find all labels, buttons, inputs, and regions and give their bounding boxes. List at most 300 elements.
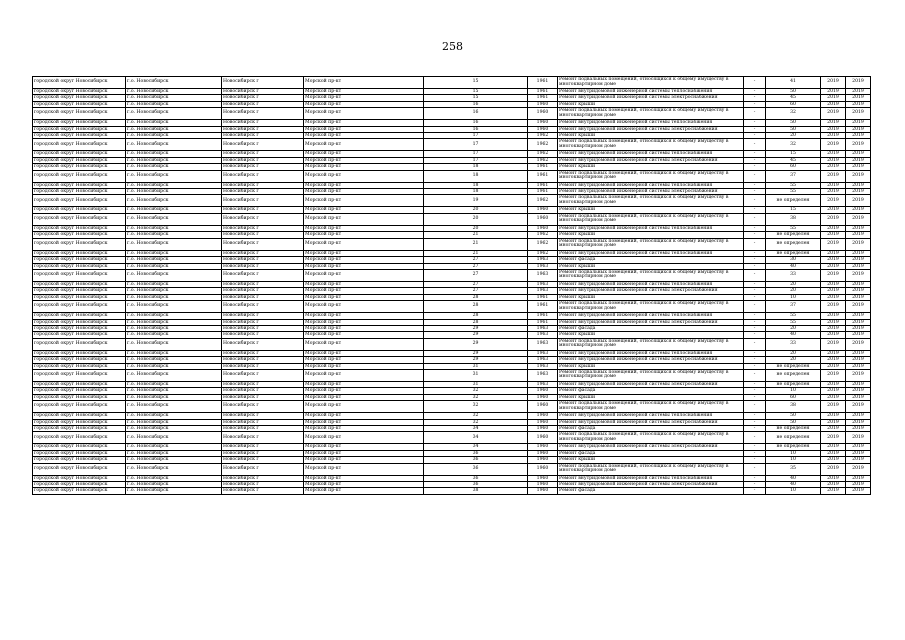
work-type-cell: Ремонт подвальных помещений, относящихся к общему имуществу в многоквартирном доме (558, 463, 744, 475)
plan-year-start-cell: 2019 (821, 95, 846, 101)
district-cell: городской округ Новосибирск (33, 357, 126, 363)
city-cell: Новосибирск г (222, 232, 304, 238)
value-cell: 20 (766, 325, 821, 331)
city-cell: Новосибирск г (222, 325, 304, 331)
table-row (33, 488, 871, 494)
settlement-cell: г.о. Новосибирск (126, 189, 222, 195)
work-type-cell: Ремонт внутридомовой инженерной системы теплоснабжения (558, 250, 744, 256)
city-cell: Новосибирск г (222, 126, 304, 132)
work-type-cell: Ремонт внутридомовой инженерной системы теплоснабжения (558, 413, 744, 419)
work-type-cell: Ремонт фасада (558, 257, 744, 263)
build-year-cell: 1963 (528, 338, 558, 350)
value-cell: 50 (766, 413, 821, 419)
work-type-cell: Ремонт подвальных помещений, относящихся к общему имуществу в многоквартирном доме (558, 77, 744, 89)
build-year-cell: 1963 (528, 281, 558, 287)
build-year-cell: 1962 (528, 157, 558, 163)
plan-year-start-cell: 2019 (821, 164, 846, 170)
dash-cell: - (744, 157, 766, 163)
dash-cell: - (744, 363, 766, 369)
district-cell: городской округ Новосибирск (33, 151, 126, 157)
dash-cell: - (744, 475, 766, 481)
street-cell: Морской пр-кт (304, 164, 424, 170)
plan-year-end-cell: 2019 (846, 294, 871, 300)
work-type-cell: Ремонт внутридомовой инженерной системы электроснабжения (558, 126, 744, 132)
city-cell: Новосибирск г (222, 157, 304, 163)
district-cell: городской округ Новосибирск (33, 381, 126, 387)
plan-year-start-cell: 2019 (821, 263, 846, 269)
house-number-cell: 18 (424, 164, 528, 170)
value-cell: 20 (766, 288, 821, 294)
dash-cell: - (744, 482, 766, 488)
value-cell: не определен (766, 432, 821, 444)
settlement-cell: г.о. Новосибирск (126, 207, 222, 213)
house-number-cell: 34 (424, 444, 528, 450)
build-year-cell: 1963 (528, 257, 558, 263)
house-number-cell: 29 (424, 332, 528, 338)
value-cell: 45 (766, 95, 821, 101)
value-cell: 20 (766, 281, 821, 287)
plan-year-end-cell: 2019 (846, 151, 871, 157)
value-cell: 32 (766, 108, 821, 120)
street-cell: Морской пр-кт (304, 170, 424, 182)
build-year-cell: 1961 (528, 89, 558, 95)
street-cell: Морской пр-кт (304, 225, 424, 231)
settlement-cell: г.о. Новосибирск (126, 338, 222, 350)
dash-cell: - (744, 120, 766, 126)
plan-year-start-cell: 2019 (821, 288, 846, 294)
dash-cell: - (744, 319, 766, 325)
plan-year-end-cell: 2019 (846, 450, 871, 456)
work-type-cell: Ремонт крыши (558, 457, 744, 463)
house-number-cell: 15 (424, 89, 528, 95)
plan-year-end-cell: 2019 (846, 101, 871, 107)
dash-cell: - (744, 450, 766, 456)
work-type-cell: Ремонт внутридомовой инженерной системы электроснабжения (558, 189, 744, 195)
value-cell: 15 (766, 207, 821, 213)
build-year-cell: 1960 (528, 457, 558, 463)
city-cell: Новосибирск г (222, 95, 304, 101)
plan-year-end-cell: 2019 (846, 488, 871, 494)
dash-cell: - (744, 189, 766, 195)
district-cell: городской округ Новосибирск (33, 281, 126, 287)
city-cell: Новосибирск г (222, 170, 304, 182)
settlement-cell: г.о. Новосибирск (126, 257, 222, 263)
table-row (33, 301, 871, 313)
plan-year-end-cell: 2019 (846, 77, 871, 89)
house-number-cell: 32 (424, 401, 528, 413)
table-row (33, 77, 871, 89)
district-cell: городской округ Новосибирск (33, 182, 126, 188)
city-cell: Новосибирск г (222, 369, 304, 381)
build-year-cell: 1963 (528, 325, 558, 331)
settlement-cell: г.о. Новосибирск (126, 157, 222, 163)
district-cell: городской округ Новосибирск (33, 338, 126, 350)
table-row (33, 213, 871, 225)
plan-year-start-cell: 2019 (821, 301, 846, 313)
house-number-cell: 27 (424, 263, 528, 269)
build-year-cell: 1960 (528, 426, 558, 432)
house-number-cell: 38 (424, 488, 528, 494)
settlement-cell: г.о. Новосибирск (126, 213, 222, 225)
street-cell: Морской пр-кт (304, 444, 424, 450)
work-type-cell: Ремонт внутридомовой инженерной системы электроснабжения (558, 419, 744, 425)
plan-year-end-cell: 2019 (846, 463, 871, 475)
plan-year-start-cell: 2019 (821, 350, 846, 356)
street-cell: Морской пр-кт (304, 319, 424, 325)
street-cell: Морской пр-кт (304, 301, 424, 313)
value-cell: 20 (766, 133, 821, 139)
dash-cell: - (744, 263, 766, 269)
plan-year-start-cell: 2019 (821, 450, 846, 456)
settlement-cell: г.о. Новосибирск (126, 232, 222, 238)
plan-year-end-cell: 2019 (846, 325, 871, 331)
work-type-cell: Ремонт внутридомовой инженерной системы теплоснабжения (558, 182, 744, 188)
work-type-cell: Ремонт внутридомовой инженерной системы теплоснабжения (558, 225, 744, 231)
house-number-cell: 19 (424, 195, 528, 207)
settlement-cell: г.о. Новосибирск (126, 126, 222, 132)
city-cell: Новосибирск г (222, 195, 304, 207)
house-number-cell: 27 (424, 269, 528, 281)
plan-year-end-cell: 2019 (846, 381, 871, 387)
street-cell: Морской пр-кт (304, 419, 424, 425)
dash-cell: - (744, 126, 766, 132)
work-type-cell: Ремонт фасада (558, 325, 744, 331)
dash-cell: - (744, 294, 766, 300)
city-cell: Новосибирск г (222, 450, 304, 456)
build-year-cell: 1961 (528, 77, 558, 89)
build-year-cell: 1963 (528, 350, 558, 356)
house-number-cell: 18 (424, 170, 528, 182)
district-cell: городской округ Новосибирск (33, 257, 126, 263)
table-row (33, 432, 871, 444)
city-cell: Новосибирск г (222, 182, 304, 188)
plan-year-start-cell: 2019 (821, 457, 846, 463)
plan-year-start-cell: 2019 (821, 238, 846, 250)
city-cell: Новосибирск г (222, 381, 304, 387)
dash-cell: - (744, 463, 766, 475)
work-type-cell: Ремонт подвальных помещений, относящихся к общему имуществу в многоквартирном доме (558, 301, 744, 313)
district-cell: городской округ Новосибирск (33, 288, 126, 294)
city-cell: Новосибирск г (222, 388, 304, 394)
city-cell: Новосибирск г (222, 413, 304, 419)
plan-year-end-cell: 2019 (846, 432, 871, 444)
house-number-cell: 15 (424, 95, 528, 101)
settlement-cell: г.о. Новосибирск (126, 301, 222, 313)
house-number-cell: 36 (424, 475, 528, 481)
build-year-cell: 1961 (528, 319, 558, 325)
plan-year-end-cell: 2019 (846, 444, 871, 450)
work-type-cell: Ремонт крыши (558, 394, 744, 400)
district-cell: городской округ Новосибирск (33, 450, 126, 456)
capital-repair-table (32, 76, 871, 495)
street-cell: Морской пр-кт (304, 95, 424, 101)
plan-year-end-cell: 2019 (846, 369, 871, 381)
house-number-cell: 36 (424, 457, 528, 463)
house-number-cell: 32 (424, 413, 528, 419)
plan-year-start-cell: 2019 (821, 77, 846, 89)
plan-year-start-cell: 2019 (821, 139, 846, 151)
street-cell: Морской пр-кт (304, 369, 424, 381)
house-number-cell: 29 (424, 338, 528, 350)
value-cell: 10 (766, 457, 821, 463)
city-cell: Новосибирск г (222, 133, 304, 139)
build-year-cell: 1960 (528, 207, 558, 213)
house-number-cell: 34 (424, 432, 528, 444)
city-cell: Новосибирск г (222, 101, 304, 107)
district-cell: городской округ Новосибирск (33, 189, 126, 195)
build-year-cell: 1960 (528, 450, 558, 456)
table-row (33, 108, 871, 120)
city-cell: Новосибирск г (222, 363, 304, 369)
city-cell: Новосибирск г (222, 189, 304, 195)
work-type-cell: Ремонт подвальных помещений, относящихся к общему имуществу в многоквартирном доме (558, 213, 744, 225)
city-cell: Новосибирск г (222, 207, 304, 213)
city-cell: Новосибирск г (222, 394, 304, 400)
city-cell: Новосибирск г (222, 77, 304, 89)
district-cell: городской округ Новосибирск (33, 488, 126, 494)
district-cell: городской округ Новосибирск (33, 426, 126, 432)
city-cell: Новосибирск г (222, 294, 304, 300)
dash-cell: - (744, 250, 766, 256)
city-cell: Новосибирск г (222, 263, 304, 269)
district-cell: городской округ Новосибирск (33, 463, 126, 475)
table-row (33, 463, 871, 475)
house-number-cell: 16 (424, 126, 528, 132)
value-cell: 10 (766, 488, 821, 494)
dash-cell: - (744, 338, 766, 350)
district-cell: городской округ Новосибирск (33, 319, 126, 325)
district-cell: городской округ Новосибирск (33, 263, 126, 269)
work-type-cell: Ремонт внутридомовой инженерной системы электроснабжения (558, 444, 744, 450)
district-cell: городской округ Новосибирск (33, 133, 126, 139)
settlement-cell: г.о. Новосибирск (126, 139, 222, 151)
city-cell: Новосибирск г (222, 250, 304, 256)
district-cell: городской округ Новосибирск (33, 89, 126, 95)
settlement-cell: г.о. Новосибирск (126, 419, 222, 425)
plan-year-start-cell: 2019 (821, 120, 846, 126)
build-year-cell: 1960 (528, 126, 558, 132)
city-cell: Новосибирск г (222, 213, 304, 225)
plan-year-start-cell: 2019 (821, 126, 846, 132)
street-cell: Морской пр-кт (304, 263, 424, 269)
settlement-cell: г.о. Новосибирск (126, 182, 222, 188)
build-year-cell: 1963 (528, 288, 558, 294)
street-cell: Морской пр-кт (304, 189, 424, 195)
dash-cell: - (744, 444, 766, 450)
city-cell: Новосибирск г (222, 269, 304, 281)
street-cell: Морской пр-кт (304, 338, 424, 350)
plan-year-end-cell: 2019 (846, 139, 871, 151)
dash-cell: - (744, 281, 766, 287)
dash-cell: - (744, 108, 766, 120)
district-cell: городской округ Новосибирск (33, 413, 126, 419)
value-cell: 15 (766, 151, 821, 157)
settlement-cell: г.о. Новосибирск (126, 294, 222, 300)
build-year-cell: 1960 (528, 213, 558, 225)
house-number-cell: 17 (424, 139, 528, 151)
plan-year-end-cell: 2019 (846, 213, 871, 225)
build-year-cell: 1963 (528, 357, 558, 363)
plan-year-end-cell: 2019 (846, 95, 871, 101)
street-cell: Морской пр-кт (304, 157, 424, 163)
build-year-cell: 1961 (528, 164, 558, 170)
plan-year-end-cell: 2019 (846, 195, 871, 207)
build-year-cell: 1961 (528, 95, 558, 101)
plan-year-start-cell: 2019 (821, 225, 846, 231)
district-cell: городской округ Новосибирск (33, 419, 126, 425)
street-cell: Морской пр-кт (304, 207, 424, 213)
house-number-cell: 34 (424, 426, 528, 432)
house-number-cell: 16 (424, 101, 528, 107)
district-cell: городской округ Новосибирск (33, 250, 126, 256)
street-cell: Морской пр-кт (304, 108, 424, 120)
work-type-cell: Ремонт крыши (558, 332, 744, 338)
value-cell: 10 (766, 294, 821, 300)
work-type-cell: Ремонт внутридомовой инженерной системы электроснабжения (558, 482, 744, 488)
settlement-cell: г.о. Новосибирск (126, 170, 222, 182)
settlement-cell: г.о. Новосибирск (126, 250, 222, 256)
house-number-cell: 28 (424, 301, 528, 313)
house-number-cell: 21 (424, 238, 528, 250)
plan-year-start-cell: 2019 (821, 319, 846, 325)
street-cell: Морской пр-кт (304, 457, 424, 463)
dash-cell: - (744, 164, 766, 170)
value-cell: не определен (766, 195, 821, 207)
settlement-cell: г.о. Новосибирск (126, 269, 222, 281)
plan-year-end-cell: 2019 (846, 189, 871, 195)
settlement-cell: г.о. Новосибирск (126, 357, 222, 363)
work-type-cell: Ремонт крыши (558, 207, 744, 213)
dash-cell: - (744, 369, 766, 381)
street-cell: Морской пр-кт (304, 195, 424, 207)
city-cell: Новосибирск г (222, 238, 304, 250)
dash-cell: - (744, 95, 766, 101)
city-cell: Новосибирск г (222, 108, 304, 120)
settlement-cell: г.о. Новосибирск (126, 444, 222, 450)
house-number-cell: 28 (424, 319, 528, 325)
build-year-cell: 1960 (528, 225, 558, 231)
build-year-cell: 1960 (528, 388, 558, 394)
plan-year-start-cell: 2019 (821, 101, 846, 107)
city-cell: Новосибирск г (222, 164, 304, 170)
work-type-cell: Ремонт внутридомовой инженерной системы теплоснабжения (558, 120, 744, 126)
settlement-cell: г.о. Новосибирск (126, 313, 222, 319)
plan-year-start-cell: 2019 (821, 369, 846, 381)
district-cell: городской округ Новосибирск (33, 195, 126, 207)
build-year-cell: 1961 (528, 294, 558, 300)
value-cell: 55 (766, 189, 821, 195)
house-number-cell: 16 (424, 120, 528, 126)
settlement-cell: г.о. Новосибирск (126, 263, 222, 269)
plan-year-end-cell: 2019 (846, 108, 871, 120)
work-type-cell: Ремонт крыши (558, 232, 744, 238)
street-cell: Морской пр-кт (304, 381, 424, 387)
build-year-cell: 1960 (528, 419, 558, 425)
city-cell: Новосибирск г (222, 89, 304, 95)
dash-cell: - (744, 101, 766, 107)
plan-year-end-cell: 2019 (846, 301, 871, 313)
district-cell: городской округ Новосибирск (33, 139, 126, 151)
plan-year-end-cell: 2019 (846, 338, 871, 350)
plan-year-start-cell: 2019 (821, 338, 846, 350)
house-number-cell: 29 (424, 350, 528, 356)
plan-year-start-cell: 2019 (821, 170, 846, 182)
settlement-cell: г.о. Новосибирск (126, 369, 222, 381)
district-cell: городской округ Новосибирск (33, 77, 126, 89)
plan-year-end-cell: 2019 (846, 313, 871, 319)
plan-year-start-cell: 2019 (821, 232, 846, 238)
settlement-cell: г.о. Новосибирск (126, 120, 222, 126)
build-year-cell: 1962 (528, 250, 558, 256)
house-number-cell: 21 (424, 232, 528, 238)
value-cell: 32 (766, 139, 821, 151)
street-cell: Морской пр-кт (304, 101, 424, 107)
work-type-cell: Ремонт внутридомовой инженерной системы теплоснабжения (558, 313, 744, 319)
value-cell: не определен (766, 250, 821, 256)
plan-year-end-cell: 2019 (846, 232, 871, 238)
district-cell: городской округ Новосибирск (33, 108, 126, 120)
build-year-cell: 1960 (528, 463, 558, 475)
work-type-cell: Ремонт внутридомовой инженерной системы электроснабжения (558, 157, 744, 163)
dash-cell: - (744, 413, 766, 419)
value-cell: 10 (766, 388, 821, 394)
district-cell: городской округ Новосибирск (33, 401, 126, 413)
street-cell: Морской пр-кт (304, 232, 424, 238)
house-number-cell: 29 (424, 357, 528, 363)
value-cell: 55 (766, 319, 821, 325)
build-year-cell: 1963 (528, 363, 558, 369)
house-number-cell: 31 (424, 381, 528, 387)
work-type-cell: Ремонт подвальных помещений, относящихся к общему имуществу в многоквартирном доме (558, 338, 744, 350)
city-cell: Новосибирск г (222, 288, 304, 294)
house-number-cell: 28 (424, 313, 528, 319)
work-type-cell: Ремонт внутридомовой инженерной системы электроснабжения (558, 357, 744, 363)
dash-cell: - (744, 394, 766, 400)
plan-year-end-cell: 2019 (846, 225, 871, 231)
plan-year-start-cell: 2019 (821, 257, 846, 263)
work-type-cell: Ремонт подвальных помещений, относящихся к общему имуществу в многоквартирном доме (558, 195, 744, 207)
street-cell: Морской пр-кт (304, 151, 424, 157)
work-type-cell: Ремонт внутридомовой инженерной системы теплоснабжения (558, 475, 744, 481)
work-type-cell: Ремонт крыши (558, 363, 744, 369)
plan-year-start-cell: 2019 (821, 313, 846, 319)
city-cell: Новосибирск г (222, 401, 304, 413)
house-number-cell: 29 (424, 325, 528, 331)
work-type-cell: Ремонт подвальных помещений, относящихся к общему имуществу в многоквартирном доме (558, 269, 744, 281)
street-cell: Морской пр-кт (304, 89, 424, 95)
dash-cell: - (744, 133, 766, 139)
table-row (33, 238, 871, 250)
value-cell: 50 (766, 89, 821, 95)
settlement-cell: г.о. Новосибирск (126, 350, 222, 356)
house-number-cell: 18 (424, 189, 528, 195)
settlement-cell: г.о. Новосибирск (126, 381, 222, 387)
city-cell: Новосибирск г (222, 350, 304, 356)
settlement-cell: г.о. Новосибирск (126, 325, 222, 331)
value-cell: не определен (766, 238, 821, 250)
street-cell: Морской пр-кт (304, 182, 424, 188)
street-cell: Морской пр-кт (304, 281, 424, 287)
plan-year-start-cell: 2019 (821, 475, 846, 481)
value-cell: 38 (766, 213, 821, 225)
value-cell: 50 (766, 126, 821, 132)
plan-year-end-cell: 2019 (846, 126, 871, 132)
district-cell: городской округ Новосибирск (33, 369, 126, 381)
value-cell: 33 (766, 338, 821, 350)
plan-year-start-cell: 2019 (821, 357, 846, 363)
build-year-cell: 1963 (528, 269, 558, 281)
city-cell: Новосибирск г (222, 151, 304, 157)
